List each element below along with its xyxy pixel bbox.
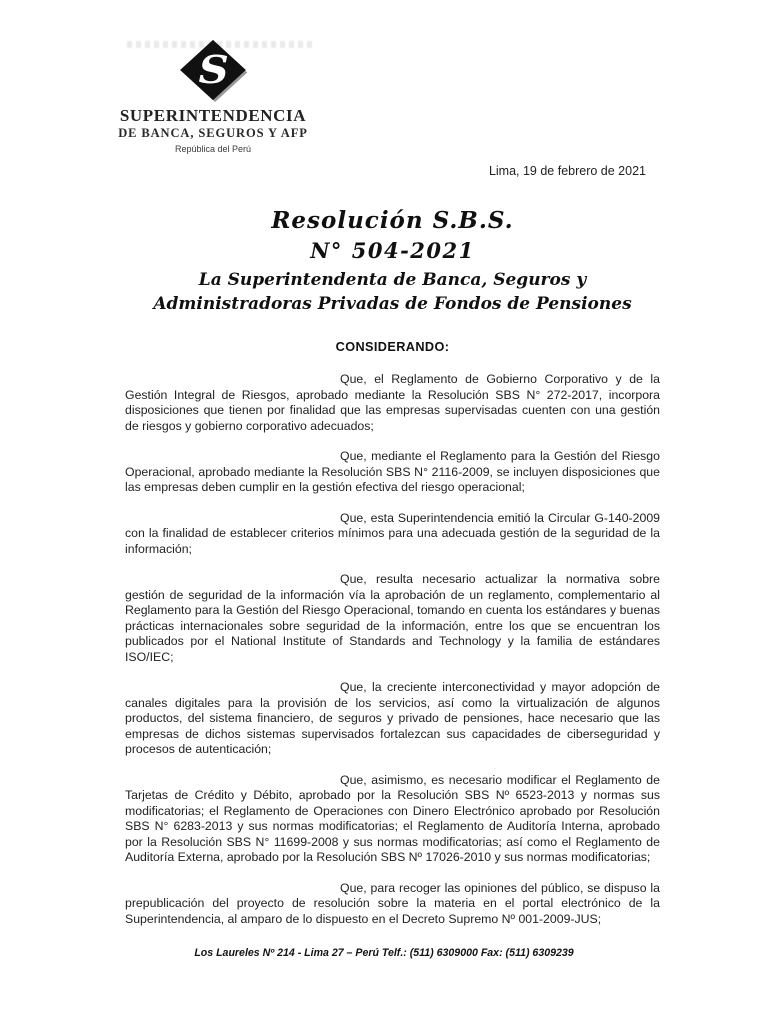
date-line: Lima, 19 de febrero de 2021 — [488, 164, 646, 178]
resolution-authority-line1: La Superintendenta de Banca, Seguros y — [198, 270, 587, 290]
org-tagline: República del Perú — [174, 144, 252, 155]
resolution-authority-line2: Administradoras Privadas de Fondos de Pensiones — [153, 294, 632, 314]
paragraph: Que, para recoger las opiniones del público, se dispuso la prepublicación del proyecto de resolución sobre la materia en el portal electrónico de la Superintendencia, al amparo de lo dispuesto en el Decreto Supremo Nº 001-2009-JUS; — [125, 880, 660, 926]
resolution-title — [125, 206, 660, 316]
org-header — [118, 38, 308, 154]
section-heading-considerando: CONSIDERANDO: — [335, 340, 450, 354]
paragraph: Que, el Reglamento de Gobierno Corporativo y de la Gestión Integral de Riesgos, aprobado mediante la Resolución SBS N° 272-2017, incorpora disposiciones que tienen por finalidad que las empresas supervisadas cuenten con una gestión de riesgos y gobierno corporativo adecuados; — [125, 372, 660, 433]
paragraph: Que, esta Superintendencia emitió la Circular G-140-2009 con la finalidad de establecer criterios mínimos para una adecuada gestión de la seguridad de la información; — [125, 510, 660, 556]
resolution-title-line1: Resolución S.B.S. — [271, 207, 514, 234]
paragraph: Que, mediante el Reglamento para la Gestión del Riesgo Operacional, aprobado mediante la Resolución SBS N° 2116-2009, se incluyen disposiciones que las empresas deben cumplir en la gestión efectiva del riesgo operacional; — [125, 449, 660, 494]
footer-address: Los Laureles Nº 214 - Lima 27 – Perú Telf.: (511) 6309000 Fax: (511) 6309239 — [194, 947, 574, 959]
sbs-diamond-s-logo-icon — [178, 38, 248, 102]
body-text — [125, 372, 660, 942]
org-name: SUPERINTENDENCIA — [119, 106, 307, 125]
svg-text:S: S — [198, 47, 229, 93]
org-subtitle: DE BANCA, SEGUROS Y AFP — [118, 125, 308, 140]
paragraph: Que, la creciente interconectividad y mayor adopción de canales digitales para la provisión de los servicios, así como la virtualización de algunos productos, del sistema financiero, de seguros y privado de pensiones, hace necesario que las empresas de dichos sistemas supervisados fortalezcan sus capacidades de ciberseguridad y procesos de autenticación; — [125, 680, 660, 756]
paragraph: Que, asimismo, es necesario modificar el Reglamento de Tarjetas de Crédito y Débito, aprobado por la Resolución SBS Nº 6523-2013 y normas sus modificatorias; el Reglamento de Operaciones con Dinero Electrónico aprobado por Resolución SBS N° 6283-2013 y sus normas modificatorias; el Reglamento de Auditoría Interna, aprobado por la Resolución SBS N° 11699-2008 y sus normas modificatorias; así como el Reglamento de Auditoría Externa, aprobado por la Resolución SBS Nº 17026-2010 y sus normas modificatorias; — [125, 772, 660, 864]
resolution-number: N° 504-2021 — [310, 238, 475, 263]
paragraph: Que, resulta necesario actualizar la normativa sobre gestión de seguridad de la información vía la aprobación de un reglamento, complementario al Reglamento para la Gestión del Riesgo Operacional, tomando en cuenta los estándares y buenas prácticas internacionales sobre seguridad de la información, entre los que se encuentran los publicados por el National Institute of Standards and Technology y la familia de estándares ISO/IEC; — [125, 572, 660, 664]
